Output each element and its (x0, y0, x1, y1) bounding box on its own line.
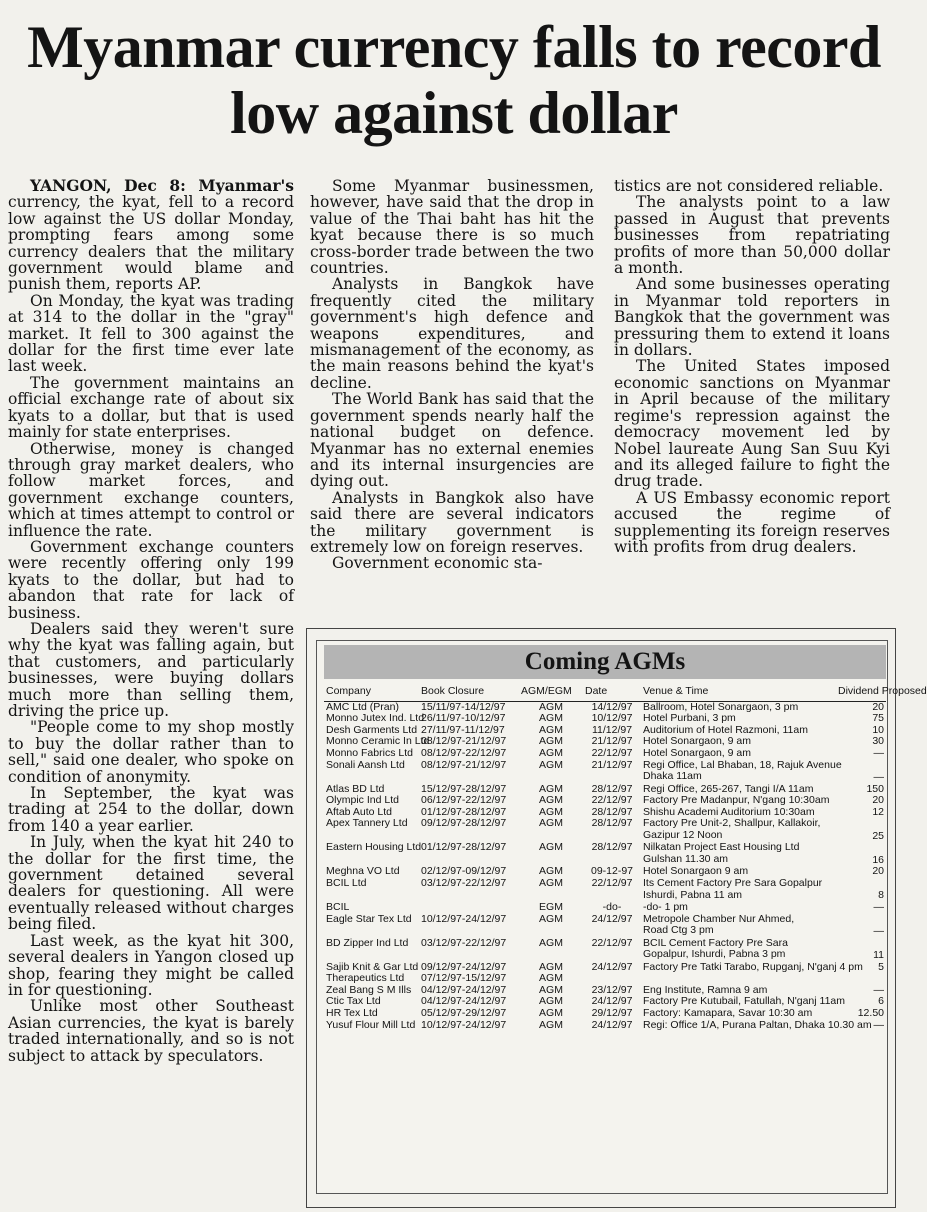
venue-cell: Hotel Sonargaon, 9 am (643, 746, 751, 759)
venue-cell: Shishu Academi Auditorium 10:30am (643, 805, 815, 818)
article-paragraph: A US Embassy economic report accused the regime of supplementing its foreign reserves with profits from drug dealers. (614, 488, 890, 556)
date-cell: 22/12/97 (591, 794, 633, 807)
company-cell: BCIL (326, 900, 350, 913)
date-cell: 22/12/97 (591, 746, 633, 759)
venue-cell: Regi Office, 265-267, Tangi I/A 11am (643, 782, 814, 795)
book-closure-cell: 05/12/97-29/12/97 (421, 1006, 507, 1019)
dividend-cell: 10 (872, 723, 884, 736)
company-cell: Aftab Auto Ltd (326, 805, 392, 818)
book-closure-cell: 04/12/97-24/12/97 (421, 983, 507, 996)
col-header-dividend: Dividend Proposed (836, 684, 886, 701)
venue-cell: Ballroom, Hotel Sonargaon, 3 pm (643, 700, 799, 713)
agm-title: Coming AGMs (324, 645, 886, 679)
dividend-cell: 12.50 (857, 1006, 884, 1019)
article-paragraph: In July, when the kyat hit 240 to the dollar for the first time, the government detained several dealers for questioning. All were eventually released without charges being filed. (8, 833, 294, 934)
headline: Myanmar currency falls to record low against dollar (27, 14, 881, 146)
col-header-book-closure: Book Closure (419, 684, 519, 701)
venue-line: Road Ctg 3 pm (643, 924, 714, 937)
col-header-company: Company (324, 684, 419, 701)
dividend-cell: 30 (872, 735, 884, 748)
date-cell: 22/12/97 (591, 876, 633, 889)
company-cell: BCIL Ltd (326, 876, 367, 889)
date-cell: 24/12/97 (591, 960, 633, 973)
venue-line: Regi Office, Lal Bhaban, 18, Rajuk Avenue (643, 758, 842, 771)
agm-row (324, 795, 886, 807)
article-paragraph: The United States imposed economic sanctions on Myanmar in April because of the military regime's repression against the democracy movement led by Nobel laureate Aung San Suu Kyi and its alleged failure to fight the drug trade. (614, 357, 890, 491)
agm-row (324, 962, 886, 974)
company-cell: Meghna VO Ltd (326, 865, 400, 878)
agm-type-cell: AGM (539, 700, 563, 713)
dividend-cell: 75 (872, 712, 884, 725)
venue-cell: -do- 1 pm (643, 900, 688, 913)
date-cell: 21/12/97 (591, 758, 633, 771)
venue-line: Gazipur 12 Noon (643, 828, 723, 841)
date-cell: -do- (602, 900, 622, 913)
agm-row (324, 902, 886, 914)
venue-cell (641, 758, 842, 784)
article-paragraph: Government exchange counters were recently offering only 199 kyats to the dollar, but had to abandon that rate for lack of business. (8, 537, 294, 622)
agm-row (324, 1020, 886, 1032)
date-cell: 28/12/97 (591, 782, 633, 795)
dividend-cell: 6 (878, 995, 884, 1008)
dividend-cell: — (873, 770, 884, 783)
agm-type-cell: AGM (539, 746, 563, 759)
venue-cell: Factory Pre Madanpur, N'gang 10:30am (643, 794, 830, 807)
agm-type-cell: AGM (539, 712, 563, 725)
book-closure-cell: 03/12/97-22/12/97 (421, 936, 507, 949)
article-paragraph: Last week, as the kyat hit 300, several dealers in Yangon closed up shop, fearing they might be called in for questioning. (8, 931, 294, 999)
dividend-cell: 12 (872, 805, 884, 818)
agm-type-cell: AGM (539, 782, 563, 795)
agm-type-cell: AGM (539, 758, 563, 771)
book-closure-cell: 15/11/97-14/12/97 (421, 700, 506, 713)
article-paragraph: Otherwise, money is changed through gray market dealers, who follow market forces, and government exchange counters, which at times attempt to control or influence the rate. (8, 439, 294, 540)
article-paragraph: In September, the kyat was trading at 254 to the dollar, down from 140 a year earlier. (8, 784, 294, 835)
date-cell: 28/12/97 (591, 841, 633, 854)
venue-line: Gulshan 11.30 am (643, 852, 729, 865)
company-cell: Monno Jutex Ind. Ltd (326, 712, 425, 725)
agm-type-cell: AGM (539, 960, 563, 973)
dividend-cell (836, 973, 886, 985)
dividend-cell: 11 (873, 948, 884, 961)
agm-row (324, 973, 886, 985)
dividend-cell: 20 (872, 865, 884, 878)
date-cell: 09-12-97 (590, 865, 634, 878)
article-paragraph: And some businesses operating in Myanmar told reporters in Bangkok that the government was pressuring them to extend it loans in dollars. (614, 275, 890, 360)
venue-cell: Eng Institute, Ramna 9 am (643, 983, 768, 996)
book-closure-cell: 03/12/97-22/12/97 (421, 876, 507, 889)
book-closure-cell: 01/12/97-28/12/97 (421, 805, 507, 818)
paragraph-text: currency, the kyat, fell to a record low against the US dollar Monday, prompting fears among some currency dealers that the military government would blame and punish them, reports AP. (8, 193, 294, 294)
company-cell: Ctic Tax Ltd (326, 995, 381, 1008)
venue-cell (641, 842, 836, 866)
agm-row (324, 878, 886, 902)
article-paragraph: On Monday, the kyat was trading at 314 to the dollar in the "gray" market. It fell to 300 against the dollar for the first time ever late last week. (8, 291, 294, 376)
book-closure-cell: 01/12/97-28/12/97 (421, 841, 507, 854)
venue-line: Metropole Chamber Nur Ahmed, (643, 912, 795, 925)
venue-cell: Factory Pre Tatki Tarabo, Rupganj, N'ganj 4 pm (643, 960, 863, 973)
article-paragraph: Analysts in Bangkok also have said there are several indicators the military government is extremely low on foreign reserves. (310, 488, 594, 556)
agm-type-cell: AGM (539, 912, 563, 925)
agm-type-cell: AGM (539, 983, 563, 996)
company-cell: Atlas BD Ltd (326, 782, 385, 795)
company-cell: Sajib Knit & Gar Ltd (326, 960, 419, 973)
company-cell: Olympic Ind Ltd (326, 794, 399, 807)
venue-cell: Hotel Sonargaon, 9 am (643, 735, 751, 748)
agm-table (324, 684, 927, 1031)
dividend-cell: 25 (872, 829, 884, 842)
venue-cell (641, 878, 836, 902)
venue-cell: Hotel Sonargaon 9 am (643, 865, 749, 878)
agm-type-cell: AGM (539, 841, 563, 854)
dividend-cell: — (873, 924, 884, 937)
company-cell: AMC Ltd (Pran) (326, 700, 399, 713)
company-cell: Eagle Star Tex Ltd (326, 912, 412, 925)
agm-row (324, 938, 886, 962)
agm-row (324, 914, 886, 938)
company-cell: Therapeutics Ltd (326, 972, 405, 985)
article-paragraph: Analysts in Bangkok have frequently cited the military government's high defence and weapons expenditures, and mismanagement of the economy, as the main reasons behind the kyat's decline. (310, 275, 594, 392)
venue-cell (641, 818, 836, 842)
company-cell: Apex Tannery Ltd (326, 817, 408, 830)
date-cell: 22/12/97 (591, 936, 633, 949)
book-closure-cell: 02/12/97-09/12/97 (421, 865, 507, 878)
agm-type-cell: AGM (539, 805, 563, 818)
agm-type-cell: AGM (539, 1006, 563, 1019)
date-cell: 11/12/97 (591, 723, 633, 736)
book-closure-cell: 07/12/97-15/12/97 (421, 972, 507, 985)
book-closure-cell: 26/11/97-10/12/97 (421, 712, 506, 725)
company-cell: Monno Fabrics Ltd (326, 746, 413, 759)
venue-line: Ishurdi, Pabna 11 am (643, 888, 743, 901)
venue-line: Dhaka 11am (643, 770, 702, 783)
date-cell: 21/12/97 (591, 735, 633, 748)
date-cell: 28/12/97 (591, 817, 633, 830)
agm-type-cell: AGM (539, 1018, 563, 1031)
article-paragraph: The analysts point to a law passed in August that prevents businesses from repatriating profits of more than 50,000 dollar a month. (614, 193, 890, 278)
dividend-cell: 150 (866, 782, 884, 795)
book-closure-cell: 08/12/97-22/12/97 (421, 746, 507, 759)
article-paragraph: Government economic sta- (332, 554, 543, 573)
book-closure-cell: 06/12/97-22/12/97 (421, 794, 507, 807)
agm-row (324, 1008, 886, 1020)
date-cell: 24/12/97 (591, 912, 633, 925)
venue-cell: Factory Pre Kutubail, Fatullah, N'ganj 11am (643, 995, 845, 1008)
venue-cell (641, 973, 836, 985)
dividend-cell: 8 (878, 889, 884, 902)
col-header-venue: Venue & Time (641, 684, 836, 701)
venue-cell: Factory: Kamapara, Savar 10:30 am (643, 1006, 813, 1019)
agm-type-cell: AGM (539, 876, 563, 889)
venue-line: Its Cement Factory Pre Sara Gopalpur (643, 876, 823, 889)
date-cell (583, 973, 641, 985)
dividend-cell: — (873, 1018, 884, 1031)
article-paragraph: tistics are not considered reliable. (614, 177, 884, 195)
agm-type-cell: AGM (539, 794, 563, 807)
venue-line: Nilkatan Project East Housing Ltd (643, 841, 800, 854)
book-closure-cell: 09/12/97-24/12/97 (421, 960, 507, 973)
article-paragraph: The World Bank has said that the government spends nearly half the national budget on defence. Myanmar has no external enemies and its internal insurgencies are dying out. (310, 390, 594, 491)
date-cell: 24/12/97 (591, 1018, 633, 1031)
company-cell: Sonali Aansh Ltd (326, 758, 405, 771)
agm-type-cell: AGM (539, 972, 563, 985)
book-closure-cell: 27/11/97-11/12/97 (421, 723, 505, 736)
dividend-cell: 20 (872, 700, 884, 713)
book-closure-cell: 08/12/97-21/12/97 (421, 735, 507, 748)
agm-header-row (324, 684, 886, 701)
dividend-cell: 20 (872, 794, 884, 807)
company-cell: Desh Garments Ltd (326, 723, 418, 736)
agm-type-cell: AGM (539, 723, 563, 736)
company-cell: HR Tex Ltd (326, 1006, 378, 1019)
agm-row (324, 748, 886, 760)
dateline: YANGON, Dec 8: Myanmar's (30, 176, 294, 195)
company-cell: Zeal Bang S M Ills (326, 983, 412, 996)
company-cell: Monno Ceramic In Ltd (326, 735, 430, 748)
company-cell: Eastern Housing Ltd (326, 841, 422, 854)
article-paragraph: The government maintains an official exchange rate of about six kyats to a dollar, but that is used mainly for state enterprises. (8, 373, 294, 442)
venue-cell (641, 914, 836, 938)
dividend-cell: 16 (872, 853, 884, 866)
agm-type-cell: EGM (539, 900, 563, 913)
dividend-cell: — (873, 983, 884, 996)
venue-cell: Hotel Purbani, 3 pm (643, 712, 736, 725)
venue-line: Factory Pre Unit-2, Shallpur, Kallakoir, (643, 817, 821, 830)
date-cell: 10/12/97 (591, 712, 633, 725)
book-closure-cell: 10/12/97-24/12/97 (421, 1018, 507, 1031)
agm-row (324, 760, 886, 784)
article-column-3 (614, 178, 890, 555)
venue-cell (641, 938, 836, 962)
date-cell: 23/12/97 (591, 983, 633, 996)
article-paragraph (8, 178, 294, 293)
col-header-agm-egm: AGM/EGM (519, 684, 583, 701)
article-column-2 (310, 178, 594, 572)
venue-cell: Regi: Office 1/A, Purana Paltan, Dhaka 10.30 am (643, 1018, 872, 1031)
date-cell: 28/12/97 (591, 805, 633, 818)
date-cell: 14/12/97 (591, 700, 633, 713)
article-paragraph: Unlike most other Southeast Asian currencies, the kyat is barely traded internationally, and so is not subject to attack by speculators. (8, 997, 294, 1065)
dividend-cell: — (873, 746, 884, 759)
venue-line: BCIL Cement Factory Pre Sara (643, 936, 788, 949)
venue-line: Gopalpur, Ishurdi, Pabna 3 pm (643, 948, 786, 961)
company-cell: Yusuf Flour Mill Ltd (326, 1018, 416, 1031)
book-closure-cell: 15/12/97-28/12/97 (421, 782, 507, 795)
agm-type-cell: AGM (539, 936, 563, 949)
dividend-cell: 5 (878, 960, 884, 973)
article-paragraph: Dealers said they weren't sure why the kyat was falling again, but that customers, and particularly businesses, were buying dollars much more than selling them, driving the price up. (8, 619, 294, 720)
book-closure-cell (419, 902, 519, 914)
agm-type-cell: AGM (539, 995, 563, 1008)
agm-type-cell: AGM (539, 865, 563, 878)
article-paragraph: Some Myanmar businessmen, however, have said that the drop in value of the Thai baht has hit the kyat because there is so much cross-border trade between the two countries. (310, 177, 594, 278)
book-closure-cell: 08/12/97-21/12/97 (421, 758, 507, 771)
book-closure-cell: 09/12/97-28/12/97 (421, 817, 507, 830)
book-closure-cell: 04/12/97-24/12/97 (421, 995, 507, 1008)
dividend-cell: — (873, 900, 884, 913)
agm-type-cell: AGM (539, 735, 563, 748)
agm-row (324, 818, 886, 842)
company-cell: BD Zipper Ind Ltd (326, 936, 409, 949)
col-header-date: Date (583, 684, 641, 701)
date-cell: 24/12/97 (591, 995, 633, 1008)
agm-type-cell: AGM (539, 817, 563, 830)
article-column-1 (8, 178, 294, 1064)
venue-cell: Auditorium of Hotel Razmoni, 11am (643, 723, 808, 736)
book-closure-cell: 10/12/97-24/12/97 (421, 912, 507, 925)
date-cell: 29/12/97 (591, 1006, 633, 1019)
article-paragraph: "People come to my shop mostly to buy the dollar rather than to sell," said one dealer, who spoke on condition of anonymity. (8, 718, 294, 786)
agm-row (324, 842, 886, 866)
